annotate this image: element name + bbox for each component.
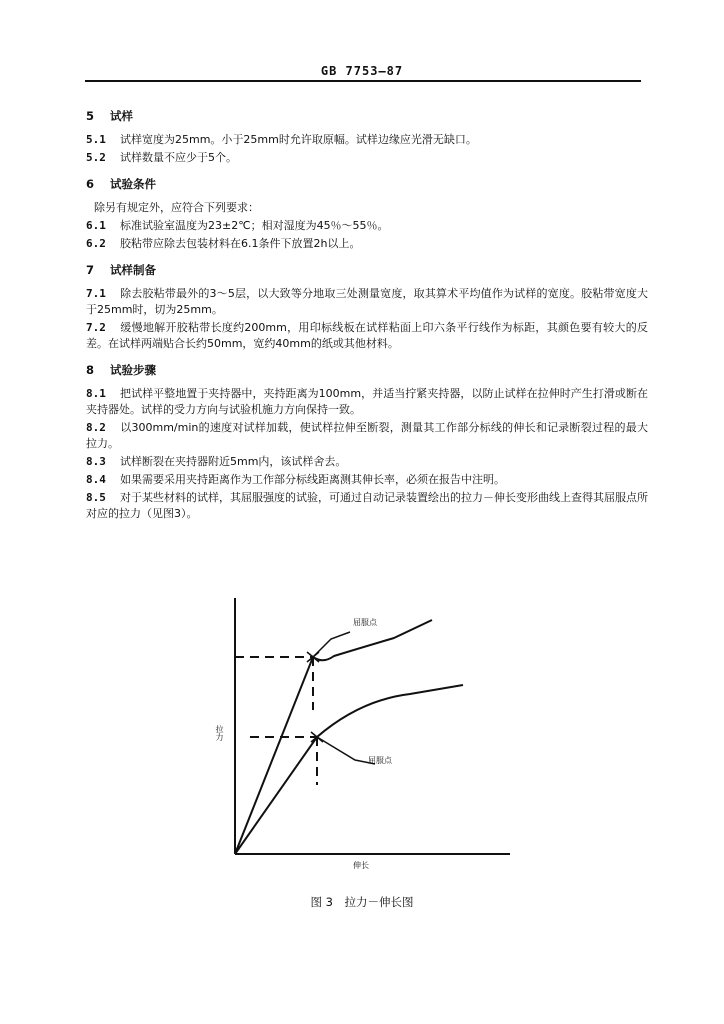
clause-number: 6.2 bbox=[86, 237, 106, 250]
page-header bbox=[0, 60, 724, 84]
clause-6.1 bbox=[86, 218, 648, 234]
clause-number: 7.2 bbox=[86, 321, 106, 334]
section-heading bbox=[86, 262, 648, 278]
section-title: 试样 bbox=[110, 109, 133, 123]
clause-number: 8.1 bbox=[86, 387, 106, 400]
clause-text: 以300mm/min的速度对试样加载，使试样拉伸至断裂，测量其工作部分标线的伸长和记录断裂过程的最大拉力。 bbox=[86, 421, 648, 450]
clause-number: 5.2 bbox=[86, 151, 106, 164]
clause-text: 试样数量不应少于5个。 bbox=[120, 151, 237, 164]
clause-5.2 bbox=[86, 150, 648, 166]
section-heading bbox=[86, 362, 648, 378]
clause-text: 对于某些材料的试样，其屈服强度的试验，可通过自动记录装置绘出的拉力－伸长变形曲线上查得其屈服点所对应的拉力（见图3）。 bbox=[86, 491, 648, 520]
clause-number: 5.1 bbox=[86, 133, 106, 146]
header-rule bbox=[85, 80, 641, 82]
clause-6.2 bbox=[86, 236, 648, 252]
clause-number: 8.2 bbox=[86, 421, 106, 434]
clause-text: 缓慢地解开胶粘带长度约200mm，用印标线板在试样粘面上印六条平行线作为标距，其颜色要有较大的反差。在试样两端贴合长约50mm，宽约40mm的纸或其他材料。 bbox=[86, 321, 648, 350]
clause-text: 除去胶粘带最外的3～5层，以大致等分地取三处测量宽度，取其算术平均值作为试样的宽度。胶粘带宽度大于25mm时，切为25mm。 bbox=[86, 287, 648, 316]
section-title: 试验条件 bbox=[110, 177, 156, 191]
clause-number: 8.4 bbox=[86, 473, 106, 486]
lower-yield-label: 屈服点 bbox=[368, 756, 392, 765]
section-heading bbox=[86, 108, 648, 124]
upper-yield-label: 屈服点 bbox=[353, 618, 377, 627]
clause-text: 把试样平整地置于夹持器中，夹持距离为100mm，并适当拧紧夹持器，以防止试样在拉伸时产生打滑或断在夹持器处。试样的受力方向与试验机施力方向保持一致。 bbox=[86, 387, 648, 416]
section-title: 试样制备 bbox=[110, 263, 156, 277]
upper-curve bbox=[235, 620, 432, 854]
section-number: 8 bbox=[86, 363, 95, 377]
clause-text: 试样断裂在夹持器附近5mm内，该试样舍去。 bbox=[120, 455, 347, 468]
section-number: 5 bbox=[86, 109, 95, 123]
figure-caption: 图 3 拉力－伸长图 bbox=[310, 895, 414, 909]
clause-8.3 bbox=[86, 454, 648, 470]
section-number: 6 bbox=[86, 177, 95, 191]
section-6 bbox=[86, 176, 648, 252]
clause-5.1 bbox=[86, 132, 648, 148]
load-elongation-figure bbox=[210, 590, 520, 880]
x-axis-label: 伸长 bbox=[353, 861, 369, 870]
standard-number: GB 7753—87 bbox=[320, 64, 404, 78]
clause-number: 8.3 bbox=[86, 455, 106, 468]
clause-7.1 bbox=[86, 286, 648, 318]
load-elongation-diagram bbox=[210, 590, 520, 880]
section-7 bbox=[86, 262, 648, 352]
section-heading bbox=[86, 176, 648, 192]
clause-text: 标准试验室温度为23±2℃；相对湿度为45％～55％。 bbox=[120, 219, 389, 232]
clause-number: 7.1 bbox=[86, 287, 106, 300]
clause-number: 6.1 bbox=[86, 219, 106, 232]
clause-text: 胶粘带应除去包装材料在6.1条件下放置2h以上。 bbox=[120, 237, 361, 250]
clause-7.2 bbox=[86, 320, 648, 352]
document-body bbox=[86, 108, 648, 532]
clause-8.2 bbox=[86, 420, 648, 452]
section-5 bbox=[86, 108, 648, 166]
clause-8.1 bbox=[86, 386, 648, 418]
section-number: 7 bbox=[86, 263, 95, 277]
lower-yield-leader bbox=[317, 737, 375, 764]
clause-8.5 bbox=[86, 490, 648, 522]
y-axis-label: 拉力 bbox=[215, 725, 224, 741]
clause-8.4 bbox=[86, 472, 648, 488]
section-intro: 除另有规定外，应符合下列要求： bbox=[94, 201, 259, 214]
section-8 bbox=[86, 362, 648, 522]
clause-text: 如果需要采用夹持距离作为工作部分标线距离测其伸长率，必须在报告中注明。 bbox=[120, 473, 505, 486]
clause-text: 试样宽度为25mm。小于25mm时允许取原幅。试样边缘应光滑无缺口。 bbox=[120, 133, 477, 146]
section-title: 试验步骤 bbox=[110, 363, 156, 377]
clause-number: 8.5 bbox=[86, 491, 106, 504]
